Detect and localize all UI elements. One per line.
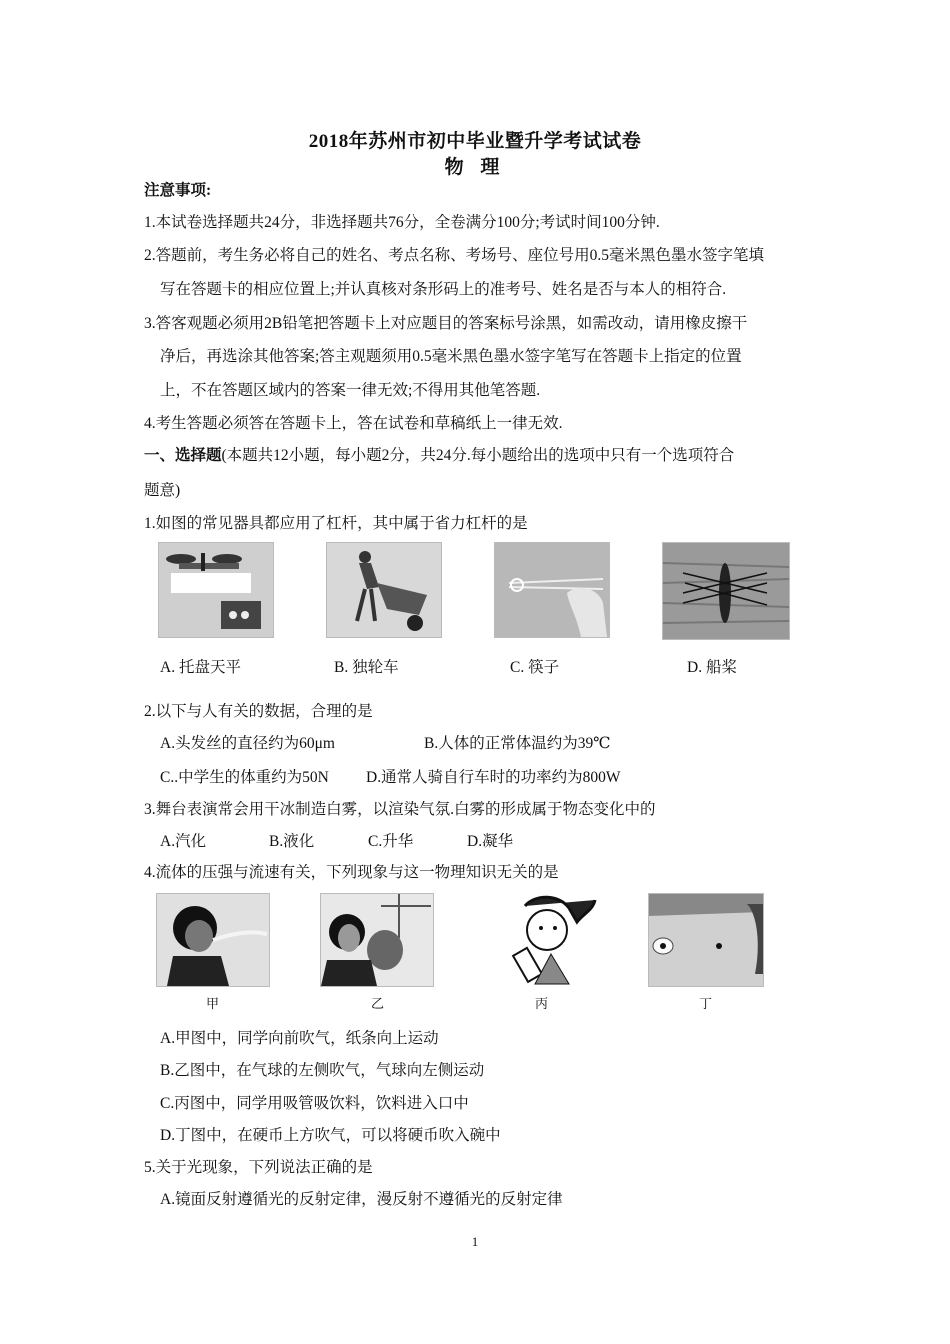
chopsticks-image (494, 542, 610, 638)
q1-option-c: C. 筷子 (510, 659, 560, 676)
q4-option-b: B.乙图中，在气球的左侧吹气，气球向左侧运动 (160, 1062, 485, 1079)
q3-option-b: B.液化 (269, 833, 315, 850)
q3-option-d: D.凝华 (467, 833, 514, 850)
notice-item: 写在答题卡的相应位置上;并认真核对条形码上的准考号、姓名是否与本人的相符合. (160, 281, 727, 298)
q4-option-c: C.丙图中，同学用吸管吸饮料，饮料进入口中 (160, 1095, 469, 1112)
exam-title: 2018年苏州市初中毕业暨升学考试试卷 (308, 131, 642, 152)
q1-option-b: B. 独轮车 (334, 659, 399, 676)
q3-stem: 3.舞台表演常会用干冰制造白雾，以渲染气氛.白雾的形成属于物态变化中的 (144, 801, 656, 818)
notice-item: 上，不在答题区域内的答案一律无效;不得用其他笔答题. (160, 382, 541, 399)
q1-option-d: D. 船桨 (687, 659, 737, 676)
q2-option-c: C..中学生的体重约为50N (160, 769, 329, 786)
q2-option-d: D.通常人骑自行车时的功率约为800W (366, 769, 621, 786)
q4-label-jia: 甲 (206, 996, 220, 1011)
wheelbarrow-image (326, 542, 442, 638)
q2-stem: 2.以下与人有关的数据，合理的是 (144, 703, 373, 720)
q2-option-b: B.人体的正常体温约为39℃ (424, 735, 611, 752)
exam-subject: 物 理 (444, 157, 506, 178)
notice-item: 4.考生答题必须答在答题卡上，答在试卷和草稿纸上一律无效. (144, 415, 563, 432)
q4-option-d: D.丁图中，在硬币上方吹气，可以将硬币吹入碗中 (160, 1127, 501, 1144)
page-number: 1 (471, 1234, 479, 1249)
q5-option-a: A.镜面反射遵循光的反射定律，漫反射不遵循光的反射定律 (160, 1191, 563, 1208)
section-1-heading: 一、选择题 (144, 447, 222, 464)
coin-bowl-image (648, 893, 764, 987)
blowing-paper-image (156, 893, 270, 987)
q3-option-a: A.汽化 (160, 833, 207, 850)
q4-label-ding: 丁 (699, 996, 713, 1011)
q4-label-bing: 丙 (535, 996, 549, 1011)
q5-stem: 5.关于光现象，下列说法正确的是 (144, 1159, 373, 1176)
q3-option-c: C.升华 (368, 833, 414, 850)
notice-item: 1.本试卷选择题共24分，非选择题共76分，全卷满分100分;考试时间100分钟. (144, 214, 660, 231)
q1-option-a: A. 托盘天平 (160, 659, 241, 676)
balance-scale-image (158, 542, 274, 638)
q4-label-yi: 乙 (371, 996, 385, 1011)
notice-item: 3.答客观题必须用2B铅笔把答题卡上对应题目的答案标号涂黑，如需改动，请用橡皮擦干 (144, 315, 748, 332)
section-1-desc: (本题共12小题，每小题2分，共24分.每小题给出的选项中只有一个选项符合 (221, 447, 735, 464)
section-1-intro (144, 443, 734, 465)
notice-item: 净后，再选涂其他答案;答主观题须用0.5毫米黑色墨水签字笔写在答题卡上指定的位置 (160, 348, 742, 365)
girl-drinking-straw-image (484, 893, 598, 987)
q4-stem: 4.流体的压强与流速有关，下列现象与这一物理知识无关的是 (144, 864, 559, 881)
q1-stem: 1.如图的常见器具都应用了杠杆，其中属于省力杠杆的是 (144, 515, 528, 532)
notice-item: 2.答题前，考生务必将自己的姓名、考点名称、考场号、座位号用0.5毫米黑色墨水签字笔填 (144, 247, 765, 264)
q2-option-a: A.头发丝的直径约为60μm (160, 735, 335, 752)
q4-option-a: A.甲图中，同学向前吹气，纸条向上运动 (160, 1030, 439, 1047)
rowing-boat-image (662, 542, 790, 640)
balloon-image (320, 893, 434, 987)
notice-heading: 注意事项: (144, 182, 212, 199)
section-1-desc-cont: 题意) (144, 482, 181, 499)
